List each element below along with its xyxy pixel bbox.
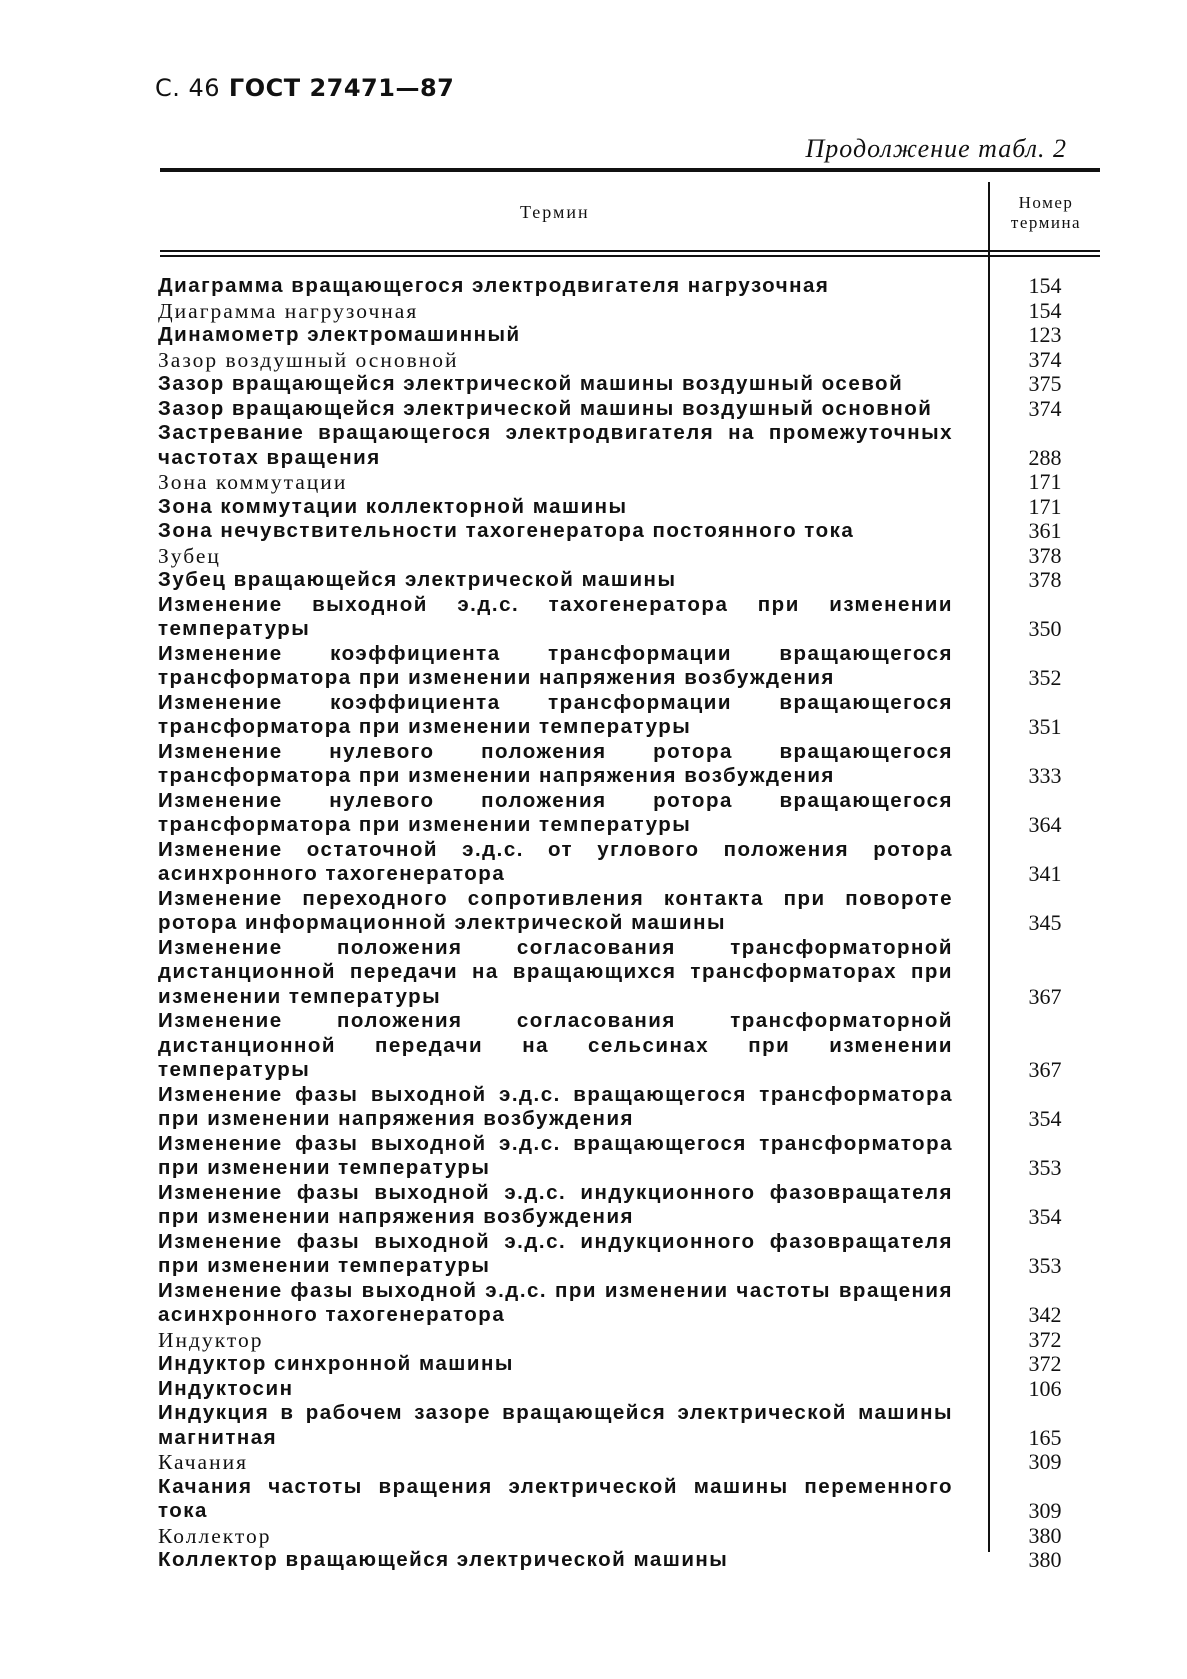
term-text: Коллектор — [158, 1523, 272, 1548]
term-text: Изменение коэффициента трансформации вращающегося трансформатора при изменении температуры — [158, 690, 953, 738]
table-row — [158, 1524, 1098, 1549]
table-row — [158, 348, 1098, 373]
term-number: 333 — [1028, 763, 1062, 788]
term-number: 309 — [1028, 1449, 1062, 1474]
term-number: 378 — [1028, 567, 1062, 592]
term-text: Коллектор вращающейся электрической машины — [158, 1548, 729, 1571]
table-row — [158, 372, 1098, 397]
term-number: 342 — [1028, 1302, 1062, 1327]
table-row — [158, 544, 1098, 569]
term-number: 341 — [1028, 861, 1062, 886]
term-text: Зубец вращающейся электрической машины — [158, 568, 677, 591]
column-header-number-line2: термина — [1010, 213, 1082, 232]
term-number: 361 — [1028, 518, 1062, 543]
term-text: Зубец — [158, 543, 221, 568]
table-row — [158, 1181, 1098, 1230]
term-number: 354 — [1028, 1204, 1062, 1229]
term-text: Изменение выходной э.д.с. тахогенератора при изменении температуры — [158, 592, 953, 640]
table-row — [158, 495, 1098, 520]
term-number: 380 — [1028, 1547, 1062, 1572]
table-row — [158, 1401, 1098, 1450]
table-row — [158, 887, 1098, 936]
term-number: 353 — [1028, 1155, 1062, 1180]
table-row — [158, 1328, 1098, 1353]
term-text: Изменение коэффициента трансформации вращающегося трансформатора при изменении напряжения возбуждения — [158, 641, 953, 689]
table-row — [158, 642, 1098, 691]
table-row — [158, 1548, 1098, 1573]
term-number: 154 — [1028, 273, 1062, 298]
term-text: Изменение нулевого положения ротора вращающегося трансформатора при изменении напряжения возбуждения — [158, 739, 953, 787]
table-row — [158, 1377, 1098, 1402]
table-row — [158, 740, 1098, 789]
term-text: Зона нечувствительности тахогенератора постоянного тока — [158, 519, 855, 542]
term-text: Изменение фазы выходной э.д.с. индукционного фазовращателя при изменении температуры — [158, 1229, 953, 1277]
term-number: 367 — [1028, 1057, 1062, 1082]
header-rule-double — [160, 255, 1100, 257]
term-text: Изменение фазы выходной э.д.с. вращающегося трансформатора при изменении температуры — [158, 1131, 953, 1179]
term-number: 154 — [1028, 297, 1062, 323]
term-text: Изменение нулевого положения ротора вращающегося трансформатора при изменении температуры — [158, 788, 953, 836]
term-number: 375 — [1028, 371, 1062, 396]
term-number: 364 — [1028, 812, 1062, 837]
term-text: Диаграмма вращающегося электродвигателя нагрузочная — [158, 274, 830, 297]
table-row — [158, 421, 1098, 470]
standard-code: ГОСТ 27471—87 — [228, 74, 455, 102]
table-row — [158, 1450, 1098, 1475]
term-text: Динамометр электромашинный — [158, 323, 521, 346]
table-row — [158, 470, 1098, 495]
term-text: Изменение остаточной э.д.с. от углового положения ротора асинхронного тахогенератора — [158, 837, 953, 885]
table-top-rule — [160, 168, 1100, 172]
term-text: Изменение фазы выходной э.д.с. индукционного фазовращателя при изменении напряжения возбуждения — [158, 1180, 953, 1228]
term-number: 123 — [1028, 322, 1062, 347]
term-text: Индукция в рабочем зазоре вращающейся электрической машины магнитная — [158, 1401, 953, 1449]
table-row — [158, 1230, 1098, 1279]
term-number: 165 — [1028, 1424, 1062, 1450]
table-row — [158, 568, 1098, 593]
table-row — [158, 323, 1098, 348]
table-row — [158, 691, 1098, 740]
term-number: 378 — [1028, 542, 1062, 568]
term-text: Зона коммутации — [158, 470, 348, 494]
table-continuation-caption: Продолжение табл. 2 — [805, 134, 1067, 163]
term-number: 171 — [1028, 493, 1062, 519]
table-row — [158, 397, 1098, 422]
page-number: С. 46 — [155, 74, 221, 102]
term-number: 372 — [1028, 1326, 1062, 1352]
table-row — [158, 1279, 1098, 1328]
term-number: 374 — [1028, 346, 1062, 372]
term-text: Качания — [158, 1450, 248, 1474]
term-table-body — [158, 274, 1098, 1573]
term-number: 352 — [1028, 665, 1062, 690]
table-row — [158, 593, 1098, 642]
term-text: Зазор вращающейся электрической машины воздушный основной — [158, 396, 933, 420]
table-row — [158, 274, 1098, 299]
term-text: Изменение переходного сопротивления контакта при повороте ротора информационной электрической машины — [158, 886, 953, 934]
term-number: 354 — [1028, 1106, 1062, 1131]
table-row — [158, 519, 1098, 544]
header-rule — [160, 250, 1100, 252]
table-row — [158, 1009, 1098, 1083]
table-row — [158, 1083, 1098, 1132]
column-header-number — [1002, 193, 1090, 233]
term-text: Индуктосин — [158, 1376, 294, 1400]
column-header-term: Термин — [520, 202, 590, 222]
term-number: 374 — [1028, 395, 1062, 421]
column-header-number-line1: Номер — [1018, 193, 1074, 212]
term-text: Изменение положения согласования трансформаторной дистанционной передачи на вращающихся трансформаторах при изменении температуры — [158, 935, 953, 1008]
term-number: 345 — [1028, 910, 1062, 935]
term-text: Зона коммутации коллекторной машины — [158, 494, 628, 518]
term-text: Диаграмма нагрузочная — [158, 298, 419, 323]
table-row — [158, 299, 1098, 324]
term-text: Застревание вращающегося электродвигателя на промежуточных частотах вращения — [158, 421, 953, 469]
term-number: 351 — [1028, 714, 1062, 739]
term-number: 380 — [1028, 1522, 1062, 1548]
term-number: 367 — [1028, 983, 1062, 1009]
table-row — [158, 936, 1098, 1010]
term-text: Зазор вращающейся электрической машины воздушный осевой — [158, 372, 904, 395]
table-row — [158, 789, 1098, 838]
page-header — [155, 74, 454, 102]
table-row — [158, 838, 1098, 887]
table-row — [158, 1132, 1098, 1181]
term-text: Индуктор синхронной машины — [158, 1352, 514, 1375]
term-number: 372 — [1028, 1351, 1062, 1376]
table-row — [158, 1475, 1098, 1524]
term-text: Индуктор — [158, 1327, 264, 1352]
term-text: Зазор воздушный основной — [158, 347, 459, 372]
term-number: 353 — [1028, 1253, 1062, 1278]
term-number: 350 — [1028, 616, 1062, 641]
term-text: Изменение фазы выходной э.д.с. при изменении частоты вращения асинхронного тахогенератора — [158, 1278, 953, 1326]
term-text: Качания частоты вращения электрической машины переменного тока — [158, 1474, 953, 1522]
term-number: 288 — [1028, 444, 1062, 470]
table-row — [158, 1352, 1098, 1377]
term-text: Изменение положения согласования трансформаторной дистанционной передачи на сельсинах при изменении температуры — [158, 1009, 953, 1081]
term-number: 106 — [1028, 1375, 1062, 1401]
term-number: 309 — [1028, 1498, 1062, 1523]
term-text: Изменение фазы выходной э.д.с. вращающегося трансформатора при изменении напряжения возбуждения — [158, 1082, 953, 1130]
term-number: 171 — [1028, 469, 1062, 494]
